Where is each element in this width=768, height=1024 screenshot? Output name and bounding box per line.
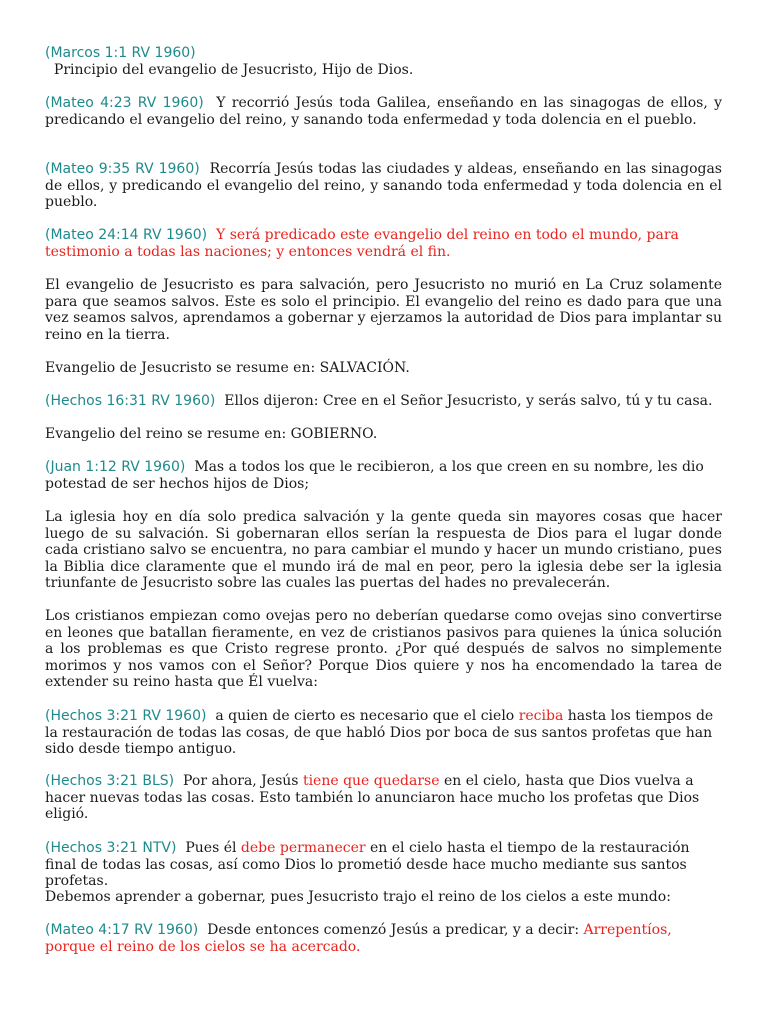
verse-text: Recorría Jesús todas las ciudades y aldeas, enseñando en las sinagogas de ellos, y predicando el evangelio del reino, y sanando toda enfermedad y toda dolencia en el pueblo. — [45, 161, 722, 210]
verse-reference: (Juan 1:12 RV 1960) — [45, 459, 186, 475]
body-text: El evangelio de Jesucristo es para salvación, pero Jesucristo no murió en La Cruz solamente para que seamos salvos. Este es solo el principio. El evangelio del reino es dado para que una vez seamos salvos, aprendamos a gobernar y ejerzamos la autoridad de Dios para implantar su reino en la tierra. — [45, 277, 722, 343]
paragraph-iglesia-hoy — [45, 509, 722, 592]
verse-text: hasta los tiempos de la restauración de todas las cosas, de que habló Dios por boca de sus santos profetas que han sido desde tiempo antiguo. — [45, 708, 714, 757]
verse-reference: (Hechos 3:21 NTV) — [45, 840, 177, 856]
verse-text: Desde entonces comenzó Jesús a predicar, y a decir: — [207, 922, 580, 938]
verse-reference: (Marcos 1:1 RV 1960) — [45, 45, 196, 61]
paragraph-aprender-gobernar — [45, 889, 722, 906]
paragraph-mateo-24-14 — [45, 227, 722, 260]
paragraph-ovejas-leones — [45, 608, 722, 691]
verse-text-emphasis: reciba — [518, 708, 564, 724]
body-text: Los cristianos empiezan como ovejas pero no deberían quedarse como ovejas sino convertirse en leones que batallan fieramente, en vez de cristianos pasivos para quienes la única solución a los problemas es que Cristo regrese pronto. ¿Por qué después de salvos no simplemente morimos y nos vamos con el Señor? Porque Dios quiere y nos ha encomendado la tarea de extender su reino hasta que Él vuelva: — [45, 608, 722, 690]
paragraph-hechos-3-21-bls — [45, 773, 722, 823]
paragraph-resumen-gobierno — [45, 426, 722, 443]
verse-text: Mas a todos los que le recibieron, a los que creen en su nombre, les dio potestad de ser hechos hijos de Dios; — [45, 459, 704, 492]
paragraph-juan-1-12 — [45, 459, 722, 492]
paragraph-marcos-1-1 — [45, 45, 722, 78]
verse-reference: (Mateo 24:14 RV 1960) — [45, 227, 208, 243]
verse-text-emphasis: tiene que quedarse — [302, 773, 440, 789]
paragraph-mateo-4-23 — [45, 95, 722, 128]
verse-text: en el cielo hasta el tiempo de la restauración final de todas las cosas, así como Dios lo prometió desde hace mucho mediante sus santos profetas. — [45, 840, 690, 889]
verse-text: Por ahora, Jesús — [183, 773, 299, 789]
paragraph-mateo-4-17 — [45, 922, 722, 955]
verse-text: en el cielo, hasta que Dios vuelva a hacer nuevas todas las cosas. Esto también lo anunciaron hace mucho los profetas que Dios eligió. — [45, 773, 700, 822]
body-text: Evangelio de Jesucristo se resume en: SALVACIÓN. — [45, 360, 410, 376]
verse-reference: (Mateo 9:35 RV 1960) — [45, 161, 200, 177]
verse-reference: (Hechos 3:21 RV 1960) — [45, 708, 207, 724]
verse-text-emphasis: Arrepentíos, porque el reino de los cielos se ha acercado. — [45, 922, 672, 955]
verse-text: a quien de cierto es necesario que el cielo — [215, 708, 515, 724]
verse-reference: (Hechos 16:31 RV 1960) — [45, 393, 216, 409]
verse-text: Pues él — [185, 840, 237, 856]
verse-reference: (Mateo 4:23 RV 1960) — [45, 95, 204, 111]
verse-text-emphasis: Y será predicado este evangelio del reino en todo el mundo, para testimonio a todas las naciones; y entonces vendrá el fin. — [45, 227, 679, 260]
paragraph-hechos-16-31 — [45, 393, 722, 410]
verse-text: Ellos dijeron: Cree en el Señor Jesucristo, y serás salvo, tú y tu casa. — [224, 393, 713, 409]
paragraph-evangelio-salvacion — [45, 277, 722, 343]
paragraph-hechos-3-21-ntv — [45, 840, 722, 890]
verse-text: Principio del evangelio de Jesucristo, Hijo de Dios. — [53, 61, 414, 78]
verse-reference: (Mateo 4:17 RV 1960) — [45, 922, 199, 938]
verse-text-emphasis: debe permanecer — [240, 840, 366, 856]
body-text: La iglesia hoy en día solo predica salvación y la gente queda sin mayores cosas que hacer luego de su salvación. Si gobernaran ellos serían la respuesta de Dios para el lugar donde cada cristiano salvo se encuentra, no para cambiar el mundo y hacer un mundo cristiano, pues la Biblia dice claramente que el mundo irá de mal en peor, pero la iglesia debe ser la iglesia triunfante de Jesucristo sobre las cuales las puertas del hades no prevalecerán. — [45, 509, 722, 591]
paragraph-hechos-3-21-rv — [45, 708, 722, 758]
body-text: Debemos aprender a gobernar, pues Jesucristo trajo el reino de los cielos a este mundo: — [45, 889, 671, 905]
paragraph-mateo-9-35 — [45, 161, 722, 211]
body-text: Evangelio del reino se resume en: GOBIERNO. — [45, 426, 378, 442]
verse-text: Y recorrió Jesús toda Galilea, enseñando en las sinagogas de ellos, y predicando el evangelio del reino, y sanando toda enfermedad y toda dolencia en el pueblo. — [45, 95, 722, 128]
paragraph-resumen-salvacion — [45, 360, 722, 377]
verse-reference: (Hechos 3:21 BLS) — [45, 773, 175, 789]
